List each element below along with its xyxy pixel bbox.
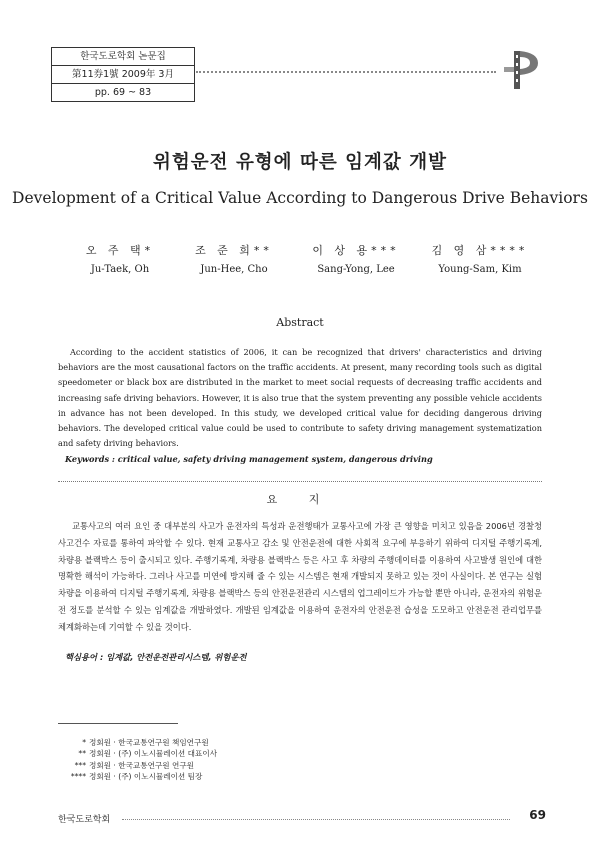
journal-info-box [51,47,195,102]
footer-society: 한국도로학회 [58,815,111,825]
summary-heading: 요 지 [266,493,334,506]
footnote-mark: ** [78,749,86,759]
author-name-ko: 오 주 택* [85,244,155,257]
abstract-keywords: Keywords : critical value, safety driving management system, dangerous driving [65,454,433,464]
footnote [58,737,358,748]
abstract-text: According to the accident statistics of 2006, it can be recognized that drivers' characteristics and driving behaviors are the most causational factors on the traffic accidents. At present, many recording tools such as digital speedometer or black box are distributed in the market to meet social requests of decreasing traffic accidents and increasing safe driving behaviors. However, it is also true that the system preventing any possible vehicle accidents in advance has not been developed. In this study, we developed critical value for deciding dangerous driving behaviors. The developed critical value could be used to contribute to safety driving management systematization and safety driving behaviors. [58,347,542,449]
abstract-heading: Abstract [276,316,324,329]
footnote-mark: **** [70,772,86,782]
journal-name: 한국도로학회 논문집 [52,48,194,66]
footnote-text: 정회원 · 한국교통연구원 연구원 [89,760,195,770]
summary-keywords: 핵심용어 : 임계값, 안전운전관리시스템, 위험운전 [65,652,247,662]
footnote [58,771,358,782]
author-name-ko: 이 상 용*** [312,244,400,257]
author-2 [174,242,294,275]
footnote-text: 정회원 · 한국교통연구원 책임연구원 [89,738,209,747]
footnote-mark: * [82,738,86,747]
journal-volume: 第11券1號 2009年 3月 [52,66,194,84]
author-name-en: Young-Sam, Kim [438,264,522,275]
footnote-mark: *** [74,760,86,770]
footnote [58,748,358,759]
author-name-en: Ju-Taek, Oh [90,264,150,275]
authors [60,242,540,282]
footnote [58,760,358,771]
footnote-rule [58,723,178,724]
page-number: 69 [529,808,546,822]
author-name-ko: 조 준 희** [195,244,273,257]
author-3 [296,242,416,275]
footnotes [58,737,358,783]
journal-logo [502,47,542,93]
title-english: Development of a Critical Value According to Dangerous Drive Behaviors [12,189,588,207]
author-name-en: Sang-Yong, Lee [317,264,395,275]
header-dotted-line [196,71,496,73]
footnote-text: 정회원 · (주) 이노시뮬레이션 대표이사 [89,749,218,759]
section-separator [58,481,542,482]
author-name-en: Jun-Hee, Cho [200,264,268,275]
author-1 [60,242,180,275]
footer-dotted-line [122,819,510,820]
author-4 [420,242,540,275]
footnote-text: 정회원 · (주) 이노시뮬레이션 팀장 [89,772,203,782]
summary-text: 교통사고의 여러 요인 중 대부분의 사고가 운전자의 특성과 운전행태가 교통사고에 가장 큰 영향을 미치고 있음을 2006년 경찰청 사고건수 자료를 통하여 파악할 수 있다. 현재 교통사고 감소 및 안전운전에 대한 사회적 요구에 부응하기 위하여 디지털 주행기록계, 차량용 블랙박스 등이 출시되고 있다. 주행기록계, 차량용 블랙박스 등은 사고 후 차량의 주행데이터를 이용하여 사고발생 원인에 대한 명확한 해석이 가능하다. 그러나 사고를 미연에 방지해 줄 수 있는 시스템은 현재 개발되지 못하고 있는 것이 사실이다. 본 연구는 실험차량을 이용하여 디지털 주행기록계, 차량용 블랙박스 등의 안전운전관리 시스템의 업그레이드가 가능할 뿐만 아니라, 운전자의 위험운전 정도를 분석할 수 있는 임계값을 개발하였다. 개발된 임계값을 이용하여 운전자의 안전운전 습성을 도모하고 안전운전 관리업무를 체계화하는데 기여할 수 있을 것이다. [58,521,542,632]
title-korean: 위험운전 유형에 따른 임계값 개발 [153,152,447,173]
journal-pages: pp. 69 ~ 83 [94,87,152,98]
author-name-ko: 김 영 삼**** [431,244,529,257]
